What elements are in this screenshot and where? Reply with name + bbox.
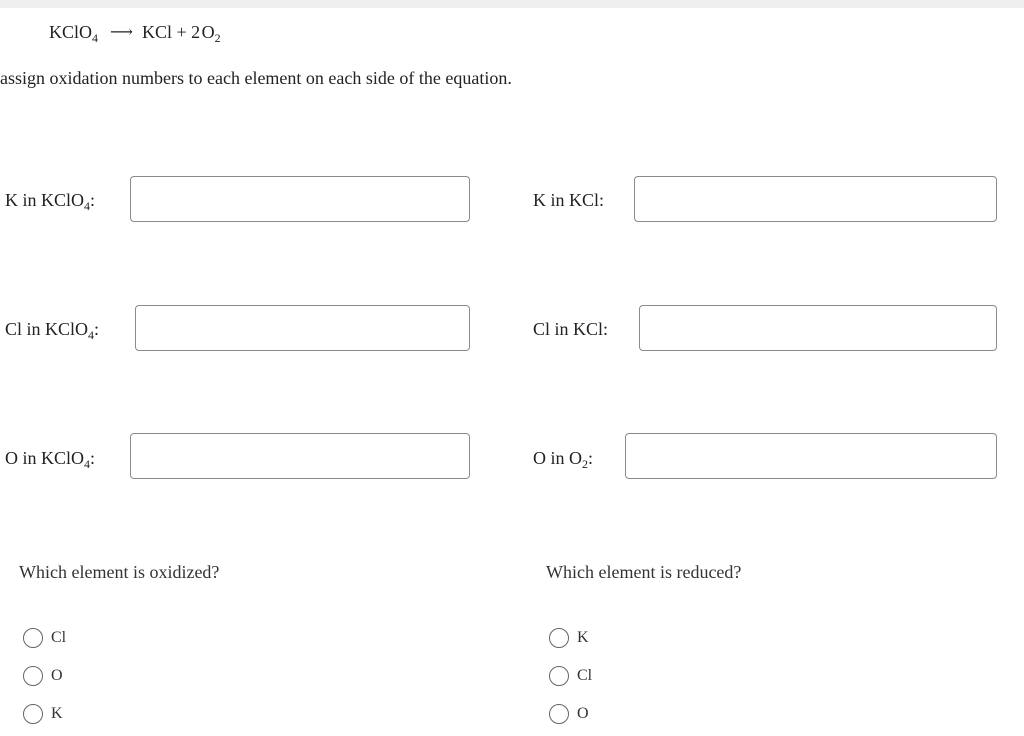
label-o-in-o2-text: O in O [533, 448, 582, 468]
oxygen-formula-main: O [201, 22, 215, 42]
reduced-question: Which element is reduced? [546, 562, 742, 582]
label-k-in-kclo4 [5, 190, 95, 211]
reduced-option-cl[interactable] [549, 664, 592, 688]
oxidized-question: Which element is oxidized? [19, 562, 220, 582]
reduced-option-k[interactable] [549, 626, 589, 650]
reduced-option-label: Cl [577, 667, 593, 684]
label-o-in-kclo4 [5, 448, 95, 469]
o-in-kclo4-input[interactable] [130, 433, 470, 479]
radio-circle-icon[interactable] [23, 628, 43, 648]
product-formula: KCl + 2 [141, 22, 201, 42]
k-in-kcl-input[interactable] [634, 176, 997, 222]
reactant-formula [49, 22, 99, 45]
radio-circle-icon[interactable] [23, 704, 43, 724]
cl-in-kclo4-input[interactable] [135, 305, 470, 351]
label-o-in-o2-colon: : [588, 448, 594, 468]
label-o-in-o2 [533, 448, 593, 469]
oxidized-option-label: K [51, 705, 63, 722]
label-cl-in-kclo4-colon: : [94, 319, 100, 339]
oxygen-formula-subscript: 2 [214, 31, 221, 45]
oxidized-option-label: Cl [51, 629, 67, 646]
label-cl-in-kclo4-text: Cl in KClO [5, 319, 89, 339]
label-k-in-kclo4-subscript: 4 [84, 199, 91, 213]
reaction-arrow-icon: ⟶ [110, 24, 133, 41]
reduced-option-label: K [577, 629, 589, 646]
cl-in-kcl-input[interactable] [639, 305, 997, 351]
label-k-in-kcl: K in KCl: [533, 190, 605, 210]
label-o-in-kclo4-subscript: 4 [84, 457, 91, 471]
oxidized-option-cl[interactable] [23, 626, 66, 650]
reactant-formula-subscript: 4 [92, 31, 99, 45]
radio-circle-icon[interactable] [549, 666, 569, 686]
label-k-in-kclo4-text: K in KClO [5, 190, 85, 210]
label-k-in-kclo4-colon: : [90, 190, 96, 210]
oxidized-option-o[interactable] [23, 664, 63, 688]
k-in-kclo4-input[interactable] [130, 176, 470, 222]
radio-circle-icon[interactable] [549, 704, 569, 724]
label-o-in-o2-subscript: 2 [582, 457, 588, 471]
oxidized-option-label: O [51, 667, 63, 684]
label-cl-in-kclo4-subscript: 4 [88, 328, 95, 342]
instruction-text: assign oxidation numbers to each element on each side of the equation. [0, 68, 512, 88]
label-cl-in-kclo4 [5, 319, 99, 340]
label-o-in-kclo4-colon: : [90, 448, 96, 468]
reduced-option-o[interactable] [549, 702, 589, 726]
label-o-in-kclo4-text: O in KClO [5, 448, 85, 468]
radio-circle-icon[interactable] [549, 628, 569, 648]
reduced-option-label: O [577, 705, 589, 722]
radio-circle-icon[interactable] [23, 666, 43, 686]
oxidized-option-k[interactable] [23, 702, 63, 726]
oxygen-formula [201, 22, 221, 45]
o-in-o2-input[interactable] [625, 433, 997, 479]
chemical-equation [49, 22, 221, 43]
top-bar [0, 0, 1024, 8]
label-cl-in-kcl: Cl in KCl: [533, 319, 609, 339]
reactant-formula-main: KClO [49, 22, 93, 42]
